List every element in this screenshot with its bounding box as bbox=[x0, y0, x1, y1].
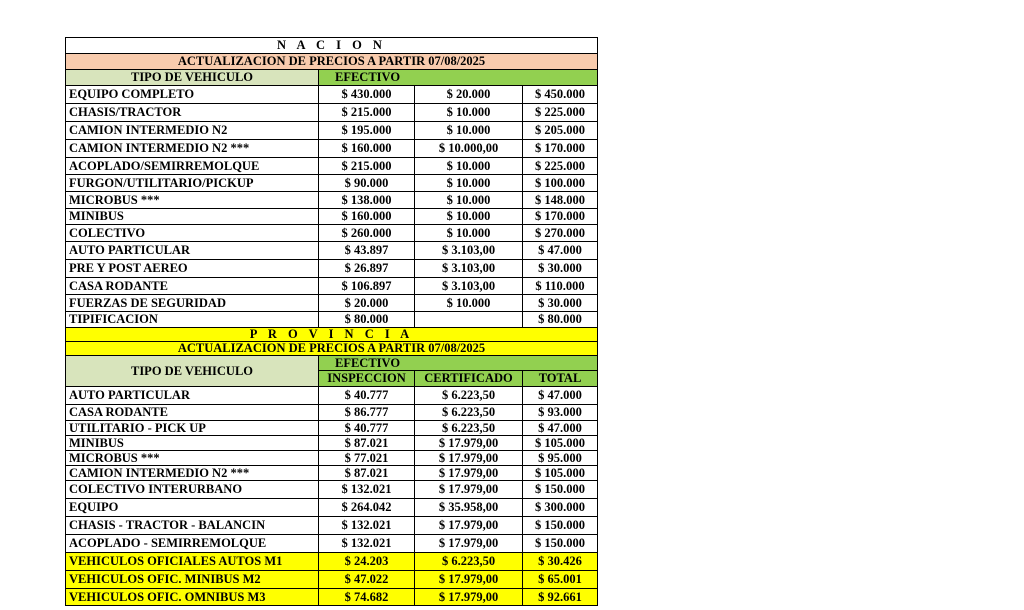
nacion-subtitle: ACTUALIZACION DE PRECIOS A PARTIR 07/08/2025 bbox=[66, 54, 598, 70]
certificado-cell: $ 10.000,00 bbox=[415, 140, 523, 158]
vehicle-type-cell: MINIBUS bbox=[66, 209, 319, 225]
vehicle-type-cell: FURGON/UTILITARIO/PICKUP bbox=[66, 175, 319, 192]
inspeccion-cell: $ 430.000 bbox=[319, 86, 415, 104]
vehicle-type-cell: ACOPLADO - SEMIRREMOLQUE bbox=[66, 535, 319, 553]
header-certificado: CERTIFICADO bbox=[415, 371, 523, 387]
total-cell: $ 170.000 bbox=[523, 140, 598, 158]
inspeccion-cell: $ 215.000 bbox=[319, 158, 415, 175]
total-cell: $ 225.000 bbox=[523, 158, 598, 175]
header-inspeccion: INSPECCION bbox=[319, 371, 415, 387]
vehicle-type-cell: EQUIPO bbox=[66, 499, 319, 517]
table-row bbox=[66, 175, 598, 192]
certificado-cell bbox=[415, 312, 523, 328]
certificado-cell: $ 3.103,00 bbox=[415, 260, 523, 278]
inspeccion-cell: $ 195.000 bbox=[319, 122, 415, 140]
certificado-cell: $ 6.223,50 bbox=[415, 405, 523, 421]
total-cell: $ 47.000 bbox=[523, 421, 598, 436]
provincia-title-row bbox=[66, 328, 598, 342]
table-row bbox=[66, 312, 598, 328]
total-cell: $ 30.426 bbox=[523, 553, 598, 571]
total-cell: $ 270.000 bbox=[523, 225, 598, 242]
inspeccion-cell: $ 132.021 bbox=[319, 535, 415, 553]
total-cell: $ 148.000 bbox=[523, 192, 598, 209]
certificado-cell: $ 17.979,00 bbox=[415, 517, 523, 535]
inspeccion-cell: $ 40.777 bbox=[319, 421, 415, 436]
vehicle-type-cell: AUTO PARTICULAR bbox=[66, 387, 319, 405]
vehicle-type-cell: CASA RODANTE bbox=[66, 278, 319, 295]
table-row bbox=[66, 104, 598, 122]
total-cell: $ 170.000 bbox=[523, 209, 598, 225]
nacion-subtitle-row bbox=[66, 54, 598, 70]
certificado-cell: $ 10.000 bbox=[415, 209, 523, 225]
table-row bbox=[66, 535, 598, 553]
inspeccion-cell: $ 80.000 bbox=[319, 312, 415, 328]
nacion-header-tipo: TIPO DE VEHICULO bbox=[66, 70, 319, 86]
certificado-cell: $ 17.979,00 bbox=[415, 535, 523, 553]
inspeccion-cell: $ 160.000 bbox=[319, 209, 415, 225]
inspeccion-cell: $ 43.897 bbox=[319, 242, 415, 260]
inspeccion-cell: $ 77.021 bbox=[319, 451, 415, 466]
certificado-cell: $ 10.000 bbox=[415, 104, 523, 122]
inspeccion-cell: $ 20.000 bbox=[319, 295, 415, 312]
table-row bbox=[66, 436, 598, 451]
vehicle-type-cell: ACOPLADO/SEMIRREMOLQUE bbox=[66, 158, 319, 175]
vehicle-type-cell: FUERZAS DE SEGURIDAD bbox=[66, 295, 319, 312]
total-cell: $ 205.000 bbox=[523, 122, 598, 140]
certificado-cell: $ 6.223,50 bbox=[415, 387, 523, 405]
vehicle-type-cell: MINIBUS bbox=[66, 436, 319, 451]
inspeccion-cell: $ 86.777 bbox=[319, 405, 415, 421]
inspeccion-cell: $ 26.897 bbox=[319, 260, 415, 278]
certificado-cell: $ 17.979,00 bbox=[415, 436, 523, 451]
inspeccion-cell: $ 132.021 bbox=[319, 517, 415, 535]
vehicle-type-cell: CASA RODANTE bbox=[66, 405, 319, 421]
certificado-cell: $ 10.000 bbox=[415, 158, 523, 175]
vehicle-type-cell: COLECTIVO INTERURBANO bbox=[66, 481, 319, 499]
table-row bbox=[66, 278, 598, 295]
certificado-cell: $ 17.979,00 bbox=[415, 589, 523, 606]
price-table bbox=[65, 37, 598, 606]
certificado-cell: $ 17.979,00 bbox=[415, 451, 523, 466]
certificado-cell: $ 17.979,00 bbox=[415, 571, 523, 589]
total-cell: $ 30.000 bbox=[523, 295, 598, 312]
vehicle-type-cell: CAMION INTERMEDIO N2 bbox=[66, 122, 319, 140]
certificado-cell: $ 20.000 bbox=[415, 86, 523, 104]
provincia-header-efectivo: EFECTIVO bbox=[319, 356, 598, 371]
vehicle-type-cell: VEHICULOS OFIC. OMNIBUS M3 bbox=[66, 589, 319, 606]
table-row bbox=[66, 451, 598, 466]
nacion-header-row bbox=[66, 70, 598, 86]
table-row bbox=[66, 295, 598, 312]
provincia-subtitle: ACTUALIZACION DE PRECIOS A PARTIR 07/08/2025 bbox=[66, 342, 598, 356]
inspeccion-cell: $ 138.000 bbox=[319, 192, 415, 209]
vehicle-type-cell: TIPIFICACION bbox=[66, 312, 319, 328]
table-row bbox=[66, 499, 598, 517]
vehicle-type-cell: MICROBUS *** bbox=[66, 451, 319, 466]
table-row bbox=[66, 387, 598, 405]
provincia-subtitle-row bbox=[66, 342, 598, 356]
nacion-header-efectivo: EFECTIVO bbox=[319, 70, 598, 86]
total-cell: $ 95.000 bbox=[523, 451, 598, 466]
table-row bbox=[66, 589, 598, 606]
certificado-cell: $ 6.223,50 bbox=[415, 553, 523, 571]
inspeccion-cell: $ 215.000 bbox=[319, 104, 415, 122]
inspeccion-cell: $ 260.000 bbox=[319, 225, 415, 242]
certificado-cell: $ 10.000 bbox=[415, 225, 523, 242]
provincia-header-tipo: TIPO DE VEHICULO bbox=[66, 356, 319, 387]
table-row bbox=[66, 260, 598, 278]
table-row bbox=[66, 86, 598, 104]
table-row bbox=[66, 242, 598, 260]
inspeccion-cell: $ 40.777 bbox=[319, 387, 415, 405]
vehicle-type-cell: CHASIS/TRACTOR bbox=[66, 104, 319, 122]
certificado-cell: $ 10.000 bbox=[415, 175, 523, 192]
certificado-cell: $ 17.979,00 bbox=[415, 481, 523, 499]
vehicle-type-cell: AUTO PARTICULAR bbox=[66, 242, 319, 260]
certificado-cell: $ 10.000 bbox=[415, 122, 523, 140]
inspeccion-cell: $ 87.021 bbox=[319, 466, 415, 481]
vehicle-type-cell: VEHICULOS OFICIALES AUTOS M1 bbox=[66, 553, 319, 571]
vehicle-type-cell: CAMION INTERMEDIO N2 *** bbox=[66, 466, 319, 481]
vehicle-type-cell: EQUIPO COMPLETO bbox=[66, 86, 319, 104]
table-row bbox=[66, 140, 598, 158]
vehicle-type-cell: COLECTIVO bbox=[66, 225, 319, 242]
total-cell: $ 65.001 bbox=[523, 571, 598, 589]
provincia-title: P R O V I N C I A bbox=[66, 328, 598, 342]
header-total: TOTAL bbox=[523, 371, 598, 387]
table-row bbox=[66, 517, 598, 535]
table-row bbox=[66, 405, 598, 421]
table-row bbox=[66, 209, 598, 225]
total-cell: $ 105.000 bbox=[523, 436, 598, 451]
provincia-header-row bbox=[66, 356, 598, 371]
certificado-cell: $ 3.103,00 bbox=[415, 242, 523, 260]
inspeccion-cell: $ 264.042 bbox=[319, 499, 415, 517]
table-row bbox=[66, 571, 598, 589]
total-cell: $ 93.000 bbox=[523, 405, 598, 421]
certificado-cell: $ 10.000 bbox=[415, 192, 523, 209]
total-cell: $ 105.000 bbox=[523, 466, 598, 481]
certificado-cell: $ 35.958,00 bbox=[415, 499, 523, 517]
inspeccion-cell: $ 74.682 bbox=[319, 589, 415, 606]
table-row bbox=[66, 192, 598, 209]
total-cell: $ 225.000 bbox=[523, 104, 598, 122]
total-cell: $ 47.000 bbox=[523, 387, 598, 405]
certificado-cell: $ 10.000 bbox=[415, 295, 523, 312]
total-cell: $ 300.000 bbox=[523, 499, 598, 517]
inspeccion-cell: $ 106.897 bbox=[319, 278, 415, 295]
total-cell: $ 100.000 bbox=[523, 175, 598, 192]
vehicle-type-cell: UTILITARIO - PICK UP bbox=[66, 421, 319, 436]
certificado-cell: $ 6.223,50 bbox=[415, 421, 523, 436]
inspeccion-cell: $ 47.022 bbox=[319, 571, 415, 589]
table-row bbox=[66, 481, 598, 499]
certificado-cell: $ 17.979,00 bbox=[415, 466, 523, 481]
table-row bbox=[66, 421, 598, 436]
total-cell: $ 150.000 bbox=[523, 481, 598, 499]
total-cell: $ 450.000 bbox=[523, 86, 598, 104]
certificado-cell: $ 3.103,00 bbox=[415, 278, 523, 295]
total-cell: $ 47.000 bbox=[523, 242, 598, 260]
inspeccion-cell: $ 160.000 bbox=[319, 140, 415, 158]
table-row bbox=[66, 553, 598, 571]
total-cell: $ 110.000 bbox=[523, 278, 598, 295]
vehicle-type-cell: MICROBUS *** bbox=[66, 192, 319, 209]
table-row bbox=[66, 466, 598, 481]
total-cell: $ 30.000 bbox=[523, 260, 598, 278]
total-cell: $ 92.661 bbox=[523, 589, 598, 606]
inspeccion-cell: $ 132.021 bbox=[319, 481, 415, 499]
table-row bbox=[66, 158, 598, 175]
total-cell: $ 150.000 bbox=[523, 517, 598, 535]
table-row bbox=[66, 225, 598, 242]
inspeccion-cell: $ 90.000 bbox=[319, 175, 415, 192]
nacion-title-row bbox=[66, 38, 598, 54]
vehicle-type-cell: CAMION INTERMEDIO N2 *** bbox=[66, 140, 319, 158]
total-cell: $ 80.000 bbox=[523, 312, 598, 328]
inspeccion-cell: $ 24.203 bbox=[319, 553, 415, 571]
nacion-title: N A C I O N bbox=[66, 38, 598, 54]
vehicle-type-cell: CHASIS - TRACTOR - BALANCIN bbox=[66, 517, 319, 535]
vehicle-type-cell: PRE Y POST AEREO bbox=[66, 260, 319, 278]
total-cell: $ 150.000 bbox=[523, 535, 598, 553]
vehicle-type-cell: VEHICULOS OFIC. MINIBUS M2 bbox=[66, 571, 319, 589]
inspeccion-cell: $ 87.021 bbox=[319, 436, 415, 451]
table-row bbox=[66, 122, 598, 140]
